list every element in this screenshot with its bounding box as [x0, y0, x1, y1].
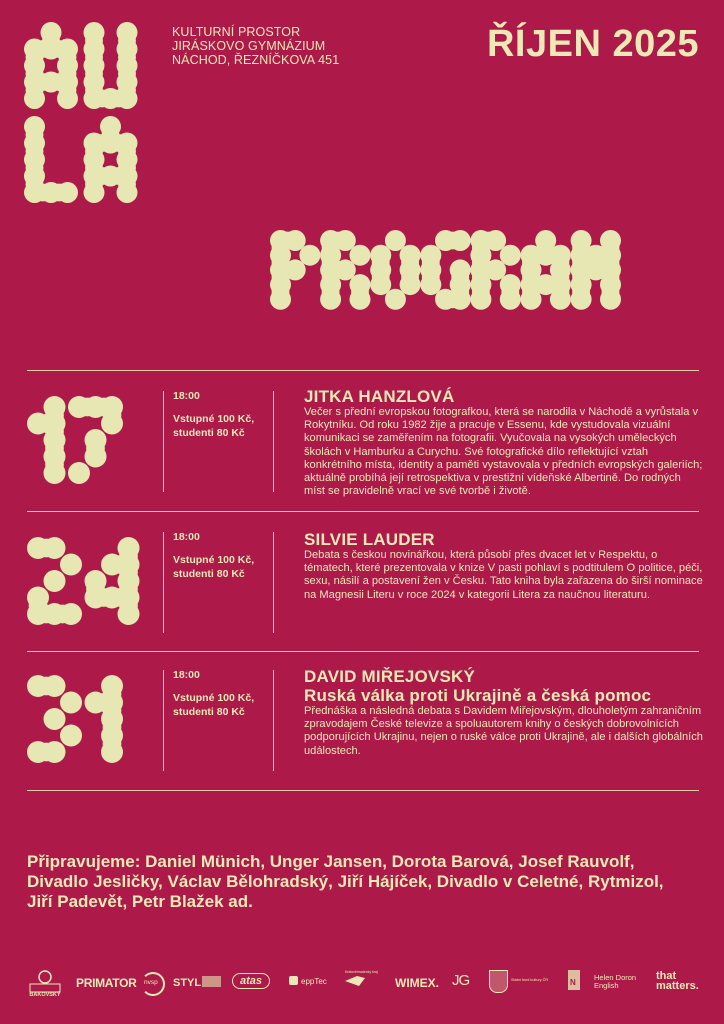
sponsor-logo: WIMEX. [395, 976, 439, 990]
divider-line [27, 511, 699, 512]
venue-address [172, 25, 339, 67]
sponsor-logos: BAKOVSKÝ PRIMATOR nvsp STYL atas eppTec Královéhradecký kraj WIMEX. JG Státní fond kultury ČR N Helen Doron English that matters. [27, 966, 699, 1006]
dot [385, 289, 406, 310]
sponsor-logo: nvsp [141, 972, 165, 996]
dot [500, 289, 521, 310]
column-divider [163, 532, 164, 633]
dot [600, 289, 621, 310]
day-digit-4 [85, 537, 140, 625]
day-digit-7 [68, 396, 123, 484]
day-digit-3 [27, 675, 82, 763]
event-time: 18:00 [173, 531, 200, 543]
dot [101, 413, 123, 435]
dot [44, 741, 66, 763]
title-letter-o [370, 230, 420, 310]
logo-letter-u [84, 22, 138, 109]
price-line-2: studenti 80 Kč [173, 426, 245, 439]
epptec-icon [289, 976, 298, 985]
day-digit-1 [85, 675, 124, 763]
column-divider [163, 670, 164, 771]
month-heading: ŘÍJEN 2025 [486, 23, 699, 65]
sponsor-logo: N [568, 970, 580, 990]
event-date-31 [24, 672, 134, 764]
dot [60, 692, 82, 714]
price-line-1: Vstupné 100 Kč, [173, 692, 255, 704]
price-line-2: studenti 80 Kč [173, 567, 245, 580]
dot [450, 289, 471, 310]
dot [521, 289, 542, 310]
price-line-1: Vstupné 100 Kč, [173, 413, 255, 425]
dot [550, 289, 571, 310]
region-map-icon [345, 976, 365, 986]
dot [101, 741, 123, 763]
venue-line-3: NÁCHOD, ŘEZNÍČKOVA 451 [172, 53, 340, 67]
event-description: Přednáška a následná debata s Davidem Miřejovským, dlouholetým zahraničním zpravodajem České televize a spoluautorem knihy o českých dobrovolnících podporujících Ukrajinu, nejen o ruské válce proti Ukrajině, ale i dalších globálních událostech. [304, 705, 703, 757]
divider-line [27, 370, 699, 371]
event-price [173, 692, 254, 719]
day-digit-1 [27, 396, 66, 484]
event-description: Večer s přední evropskou fotografkou, která se narodila v Náchodě a vyrůstala v Rokytníku. Od roku 1982 žije a pracuje v Essenu, kde vystudovala vizuální komunikaci se zaměřením na fotografii. Vyučovala na vysokých uměleckých školách v Hamburku a Curychu. Své fotografické dílo reflektující vztah konkrétního místa, identity a paměti vystavovala v předních evropských galeriích; aktuálně probíhá její retrospektiva v prestižní vídeňské Albertině. Do rodných míst se pravidelně vrací ve své tvorbě i životě. [304, 406, 703, 498]
event-title: DAVID MIŘEJOVSKÝ [304, 667, 476, 686]
dot [68, 462, 90, 484]
event-description: Debata s českou novinářkou, která působí přes dvacet let v Respektu, o tématech, které prezentovala v knize V pasti pohlaví s podtitulem O politice, péči, sexu, násilí a postavení žen v Česku. Tato kniha byla zařazena do širší nominace na Magnesii Literu v roce 2024 v kategorii Litera za naučnou literaturu. [304, 549, 703, 601]
event-title: SILVIE LAUDER [304, 530, 435, 549]
logo-letter-a [24, 22, 78, 109]
column-divider [273, 670, 274, 771]
column-divider [273, 532, 274, 633]
sponsor-logo: that matters. [656, 970, 699, 992]
dot [44, 537, 66, 559]
title-letter-p [270, 230, 320, 310]
dot [60, 554, 82, 576]
dot [450, 230, 471, 251]
dot [270, 289, 291, 310]
sponsor-logo: PRIMATOR [76, 976, 137, 990]
dot [85, 446, 107, 468]
dot [118, 603, 140, 625]
column-divider [163, 391, 164, 492]
logo-letter-a [84, 116, 138, 203]
divider-line [27, 790, 699, 791]
event-price [173, 413, 254, 440]
dot [44, 570, 66, 592]
price-line-1: Vstupné 100 Kč, [173, 554, 255, 566]
event-price [173, 554, 254, 581]
sponsor-logo: atas [232, 973, 270, 989]
event-date-24 [24, 534, 149, 626]
upcoming-guests: Připravujeme: Daniel Münich, Unger Jansen, Dorota Barová, Josef Rauvolf, Divadlo Jesličky, Václav Bělohradský, Jiří Hájíček, Divadlo v Celetné, Rytmizol, Jiří Padevět, Petr Blažek ad. [27, 852, 664, 911]
column-divider [273, 391, 274, 492]
title-letter-r [320, 230, 370, 310]
dot [24, 88, 45, 109]
dot [60, 603, 82, 625]
dot [350, 289, 371, 310]
logo-letter-l [24, 116, 78, 203]
coat-of-arms-icon [489, 970, 508, 993]
dot [44, 708, 66, 730]
sponsor-logo: Královéhradecký kraj [345, 970, 385, 986]
event-time: 18:00 [173, 390, 200, 402]
dot [571, 289, 592, 310]
sponsor-logo: BAKOVSKÝ [27, 970, 63, 998]
sponsor-logo: JG [452, 972, 470, 989]
program-title [268, 228, 702, 316]
dot [57, 88, 78, 109]
dot [44, 675, 66, 697]
event-title: JITKA HANZLOVÁ [304, 387, 455, 406]
venue-line-2: JIRÁSKOVO GYMNÁZIUM [172, 39, 326, 53]
day-digit-2 [27, 537, 82, 625]
venue-line-1: KULTURNÍ PROSTOR [172, 25, 301, 39]
sponsor-logo: STYL [173, 976, 221, 989]
event-time: 18:00 [173, 669, 200, 681]
dot [117, 88, 138, 109]
divider-line [27, 651, 699, 652]
title-letter-g [420, 230, 470, 310]
aula-logo [20, 18, 155, 208]
event-date-17 [24, 393, 134, 485]
event-subtitle: Ruská válka proti Ukrajině a česká pomoc [304, 686, 652, 705]
dot [117, 182, 138, 203]
title-letter-a [521, 230, 571, 310]
title-letter-m [571, 230, 621, 310]
dot [470, 289, 491, 310]
sponsor-logo: eppTec [289, 976, 327, 986]
sponsor-logo: Helen Doron English [594, 973, 637, 990]
dot [320, 289, 341, 310]
dot [57, 182, 78, 203]
dot [60, 725, 82, 747]
dot [84, 182, 105, 203]
title-letter-r [470, 230, 520, 310]
dot [44, 462, 66, 484]
price-line-2: studenti 80 Kč [173, 705, 245, 718]
